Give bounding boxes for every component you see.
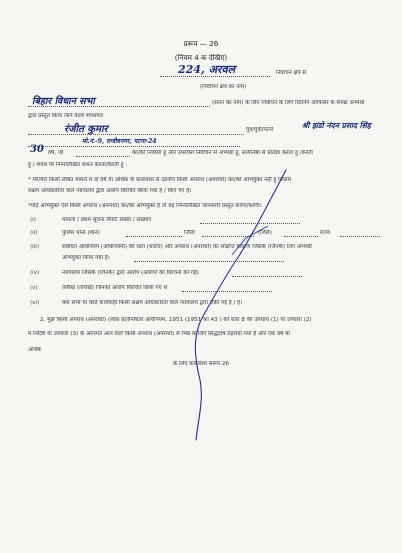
item-text: अभियुक्त किया गया है। <box>62 255 110 261</box>
rule-reference: (नियम 4 क देखिए) <box>174 54 228 61</box>
name-blank <box>28 134 244 135</box>
clause-1: * मेरे/मेरा किसी लंबित मामले में दो वर्ष या अधिक के कारावास से दंडनीय किसी अपराध (अपराधों) का/की अभियुक्त नहीं हूं जिसमें <box>28 177 291 183</box>
item-text: मामला / प्रथम सूचना रिपोर्ट संख्या / संख्याएं <box>62 217 152 223</box>
clause-3: *यदि अभियुक्त ऐसे किसी अपराध (अपराधों) का/की अभियुक्त है तो वह निम्नलिखित जानकारी प्रस्तुत करेगा/करेगी। <box>28 203 262 209</box>
clause-2: सक्षम अधिकारिता वाले न्यायालय द्वारा आरोप विरचित किया गया है / किए गए है। <box>28 188 192 194</box>
item-number: (iv) <box>30 270 40 276</box>
item-number: (v) <box>30 285 38 291</box>
nominated-by: द्वारा प्रस्तुत किया जाने वाला शपथपत्र <box>28 113 103 119</box>
item-number: (i) <box>30 217 36 223</box>
constituency-caption: (निर्वाचन क्षेत्र का नाम) <box>200 84 247 90</box>
district-label: जिला <box>184 230 195 236</box>
constituency-blank <box>160 76 270 77</box>
age-text: वर्ष, जो <box>48 150 64 156</box>
constituency-suffix: निर्वाचन क्षेत्र से <box>276 70 307 76</box>
item-blank <box>126 236 182 237</box>
closing-line-3: अधिक <box>28 347 42 353</box>
closing-line-2: में निर्दिष्ट या उपधारा (3) के अंतरगत आने वाले किसी अपराध (अपराधों) से भिन्न के लिए सिद्धदोष ठहराया गया है और एक वर्ष या <box>28 331 290 337</box>
districts-label: (जिले) <box>258 230 272 236</box>
item-blank <box>134 261 284 262</box>
item-blank <box>182 291 272 292</box>
item-blank <box>200 223 300 224</box>
constituency-handwritten: 224, अरवल <box>178 63 236 76</box>
closing-line-1: 2. मुझे किसी अपराध (अपराधों) (लोक प्रतिनिधित्व अधिनियम, 1951 (1951 का 43 ) की धारा 8 की उपधारा (1) या उपधारा (2) <box>40 317 312 323</box>
age-handwritten: 30 <box>30 144 44 155</box>
form-number: प्ररूप — 26 <box>183 40 219 47</box>
item-text: न्यायालय जिसके (जिनके) द्वारा आरोप (आरोपों की विरचना की गई) <box>62 270 199 276</box>
item-number: (vi) <box>30 300 40 306</box>
item-blank <box>284 236 318 237</box>
item-text: संबंधित अधिनियम (अधिनियमों) की धारा (धाराएँ) और अपराध (अपराधों) का संक्षिप्त विवरण जिसके (जिनके) लिए अभ्यर्थी <box>62 244 312 250</box>
address-handwritten: मो.नं.-9, राजीवनगर, पटना-24 <box>82 138 157 145</box>
residence-text: का/की निवासी हूं और उपरोक्त निर्वाचन से अभ्यर्थी हूं, सत्यनिष्ठा से प्रतिज्ञा करता हूं /करती <box>132 150 313 156</box>
item-blank <box>340 236 380 237</box>
relation-text: पुत्र/पुत्री/पत्नी <box>246 127 274 133</box>
item-blank <box>202 236 254 237</box>
house-text: (सदन का नाम) के लिए निर्वाचन के लिए रिटर्निंग आफिसर के समक्ष अभ्यर्थी <box>212 100 365 106</box>
item-blank <box>232 276 302 277</box>
address-blank <box>28 146 240 147</box>
residence-blank <box>76 156 130 157</box>
item-text: क्या सभी या कोई कार्यवाही किसी सक्षम अधिकारिता वाले न्यायालय द्वारा रोकी गई है / है। <box>62 300 243 306</box>
page-footer: के लिए कारावास सरूप 26 <box>173 361 229 367</box>
state-label: राज्य <box>320 230 331 236</box>
item-text: पुलिस थाना (थाने) <box>62 230 100 236</box>
item-text: तारीख (तारीखें) जिनको आरोप विरचित किया गए थे <box>62 285 168 291</box>
item-number: (ii) <box>30 230 38 236</box>
item-number: (iii) <box>30 244 40 250</box>
father-name-handwritten: श्री झंडो नंदन प्रसाद सिंह <box>302 121 371 130</box>
house-handwritten: बिहार विधान सभा <box>32 96 95 107</box>
affirm-text: हूं / शपथ पर निम्नलिखित कथन करता/करती हूं : <box>28 162 128 168</box>
house-blank <box>28 106 210 107</box>
candidate-name-handwritten: रंजीत कुमार <box>64 124 108 135</box>
